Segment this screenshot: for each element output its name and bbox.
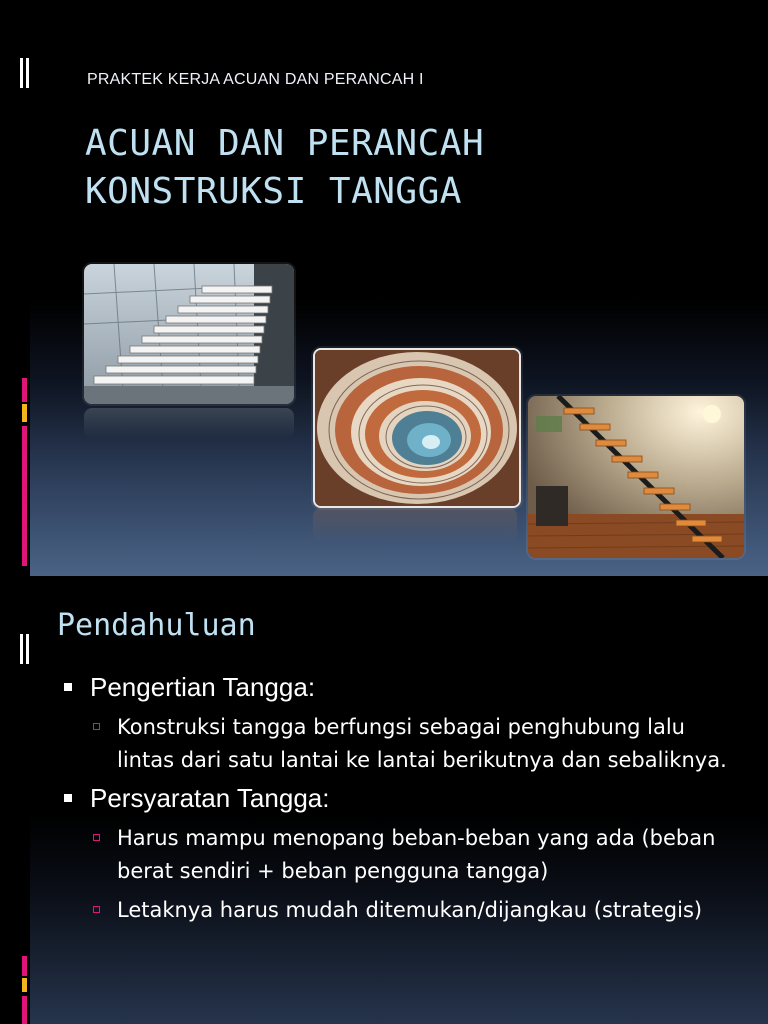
slide-subtitle: PRAKTEK KERJA ACUAN DAN PERANCAH I [87,71,424,88]
slide1-edge-marker-2 [26,58,29,88]
floating-staircase-photo [528,396,744,558]
title-line-1: ACUAN DAN PERANCAH [85,123,485,164]
slide2-edge-marker-2 [26,634,29,664]
sub-list-item-text: Harus mampu menopang beban-beban yang ada (beban berat sendiri + beban pengguna tangga) [117,826,716,883]
hollow-square-bullet-icon [93,834,100,841]
hollow-square-bullet-icon [93,906,100,913]
slide-title [85,120,484,216]
sub-list-item [62,711,737,777]
bullet-list [62,672,742,933]
sub-list-item-text: Konstruksi tangga berfungsi sebagai penghubung lalu lintas dari satu lantai ke lantai berikutnya dan sebaliknya. [117,715,727,772]
staircase-photo-modern [84,264,294,404]
slide1-edge-marker [20,58,23,88]
slide2-edge-accent-2 [22,978,27,992]
content-slide [30,576,768,1024]
list-item-label: Persyaratan Tangga: [90,783,330,813]
sub-list-item-text: Letaknya harus mudah ditemukan/dijangkau (strategis) [117,898,703,922]
square-bullet-icon [64,683,72,691]
hollow-square-bullet-icon [93,723,100,730]
left-margin [0,0,30,1024]
title-line-2: KONSTRUKSI TANGGA [85,171,462,212]
sub-list-item [62,894,737,927]
photo-reflection-2 [313,508,517,542]
slide1-edge-accent-2 [22,404,27,422]
list-item-label: Pengertian Tangga: [90,672,316,702]
slide2-edge-marker [20,634,23,664]
section-heading: Pendahuluan [57,608,256,643]
sub-list-item [62,822,737,888]
square-bullet-icon [64,794,72,802]
slide1-edge-accent-3 [22,426,27,566]
list-item [62,783,742,814]
photo-reflection [84,408,294,438]
list-item [62,672,742,703]
spiral-staircase-photo [313,348,521,508]
slide1-edge-accent [22,378,27,402]
slide2-edge-accent [22,956,27,976]
title-slide [30,0,768,576]
slide2-edge-accent-3 [22,996,27,1024]
